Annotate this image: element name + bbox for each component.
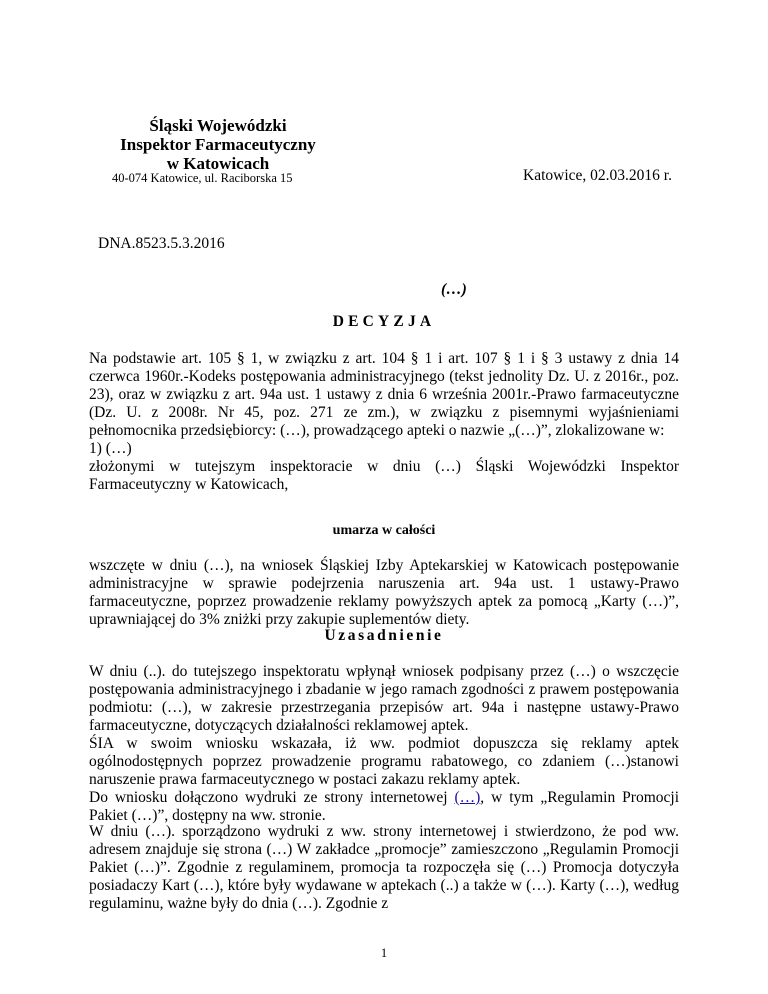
justification-paragraph-1: W dniu (..). do tutejszego inspektoratu wpłynął wniosek podpisany przez (…) o wszczęcie postępowania administracyjnego i zbadanie w jego ramach zgodności z prawem postępowania podmiotu: (…), w zakresie przestrzegania przepisów art. 94a i następne ustawy-Prawo farmaceutyczne, dotyczących działalności reklamowej aptek. — [89, 663, 679, 734]
justification-paragraph-4: W dniu (…). sporządzono wydruki z ww. strony internetowej i stwierdzono, że pod ww. adresem znajduje się strona (…) W zakładce „promocje” zamieszczono „Regulamin Promocji Pakiet (…)”. Zgodnie z regulaminem, promocja ta rozpoczęła się (…) Promocja dotyczyła posiadaczy Kart (…), które były wydawane w aptekach (..) a także w (…). Karty (…), według regulaminu, ważne były do dnia (…). Zgodnie z — [89, 823, 679, 912]
p3-text-after: , w tym „Regulamin Promocji Pakiet (…)”, dostępny na ww. stronie. — [89, 789, 680, 824]
justification-heading: Uzasadnienie — [324, 627, 444, 644]
ruling-heading: umarza w całości — [332, 523, 436, 538]
page-number: 1 — [380, 946, 388, 960]
issuer-name — [98, 116, 338, 173]
justification-paragraph-2: ŚIA w swoim wniosku wskazała, iż ww. podmiot dopuszcza się reklamy aptek ogólnodostępnych poprzez prowadzenie programu rabatowego, co zdaniem (…)stanowi naruszenie prawa farmaceutycznego w postaci zakazu reklamy aptek. — [89, 735, 679, 788]
intro-list-item: 1) (…) — [89, 440, 132, 457]
case-number: DNA.8523.5.3.2016 — [98, 235, 225, 252]
issuer-line-3: w Katowicach — [166, 154, 270, 173]
issuer-line-2: Inspektor Farmaceutyczny — [120, 135, 316, 154]
intro-closing: złożonymi w tutejszym inspektoracie w dniu (…) Śląski Wojewódzki Inspektor Farmaceutyczny w Katowicach, — [89, 458, 679, 493]
justification-paragraph-3 — [89, 789, 679, 825]
intro-paragraph: Na podstawie art. 105 § 1, w związku z art. 104 § 1 i art. 107 § 1 i § 3 ustawy z dnia 14 czerwca 1960r.-Kodeks postępowania administracyjnego (tekst jednolity Dz. U. z 2016r., poz. 23), oraz w związku z art. 94a ust. 1 ustawy z dnia 6 września 2001r.-Prawo farmaceutyczne (Dz. U. z 2008r. Nr 45, poz. 271 ze zm.), w związku z pisemnymi wyjaśnieniami pełnomocnika przedsiębiorcy: (…), prowadzącego apteki o nazwie „(…)”, zlokalizowane w: — [89, 350, 679, 439]
recipient: (…) — [441, 281, 467, 298]
website-link[interactable]: (…) — [454, 789, 481, 806]
ruling-paragraph: wszczęte w dniu (…), na wniosek Śląskiej Izby Aptekarskiej w Katowicach postępowanie administracyjne w sprawie podejrzenia naruszenia art. 94a ust. 1 ustawy-Prawo farmaceutyczne, poprzez prowadzenie reklamy powyższych aptek za pomocą „Karty (…)”, uprawniającej do 3% zniżki przy zakupie suplementów diety. — [89, 557, 679, 628]
justification-section — [89, 663, 679, 825]
ruling-detail — [89, 557, 679, 629]
document-date: Katowice, 02.03.2016 r. — [523, 167, 672, 184]
intro-section — [89, 350, 679, 494]
issuer-line-1: Śląski Wojewódzki — [149, 116, 287, 135]
justification-continued — [89, 823, 679, 913]
p3-text-before: Do wniosku dołączono wydruki ze strony internetowej — [89, 789, 455, 806]
document-title: DECYZJA — [332, 313, 436, 330]
issuer-address: 40-074 Katowice, ul. Raciborska 15 — [112, 171, 293, 185]
